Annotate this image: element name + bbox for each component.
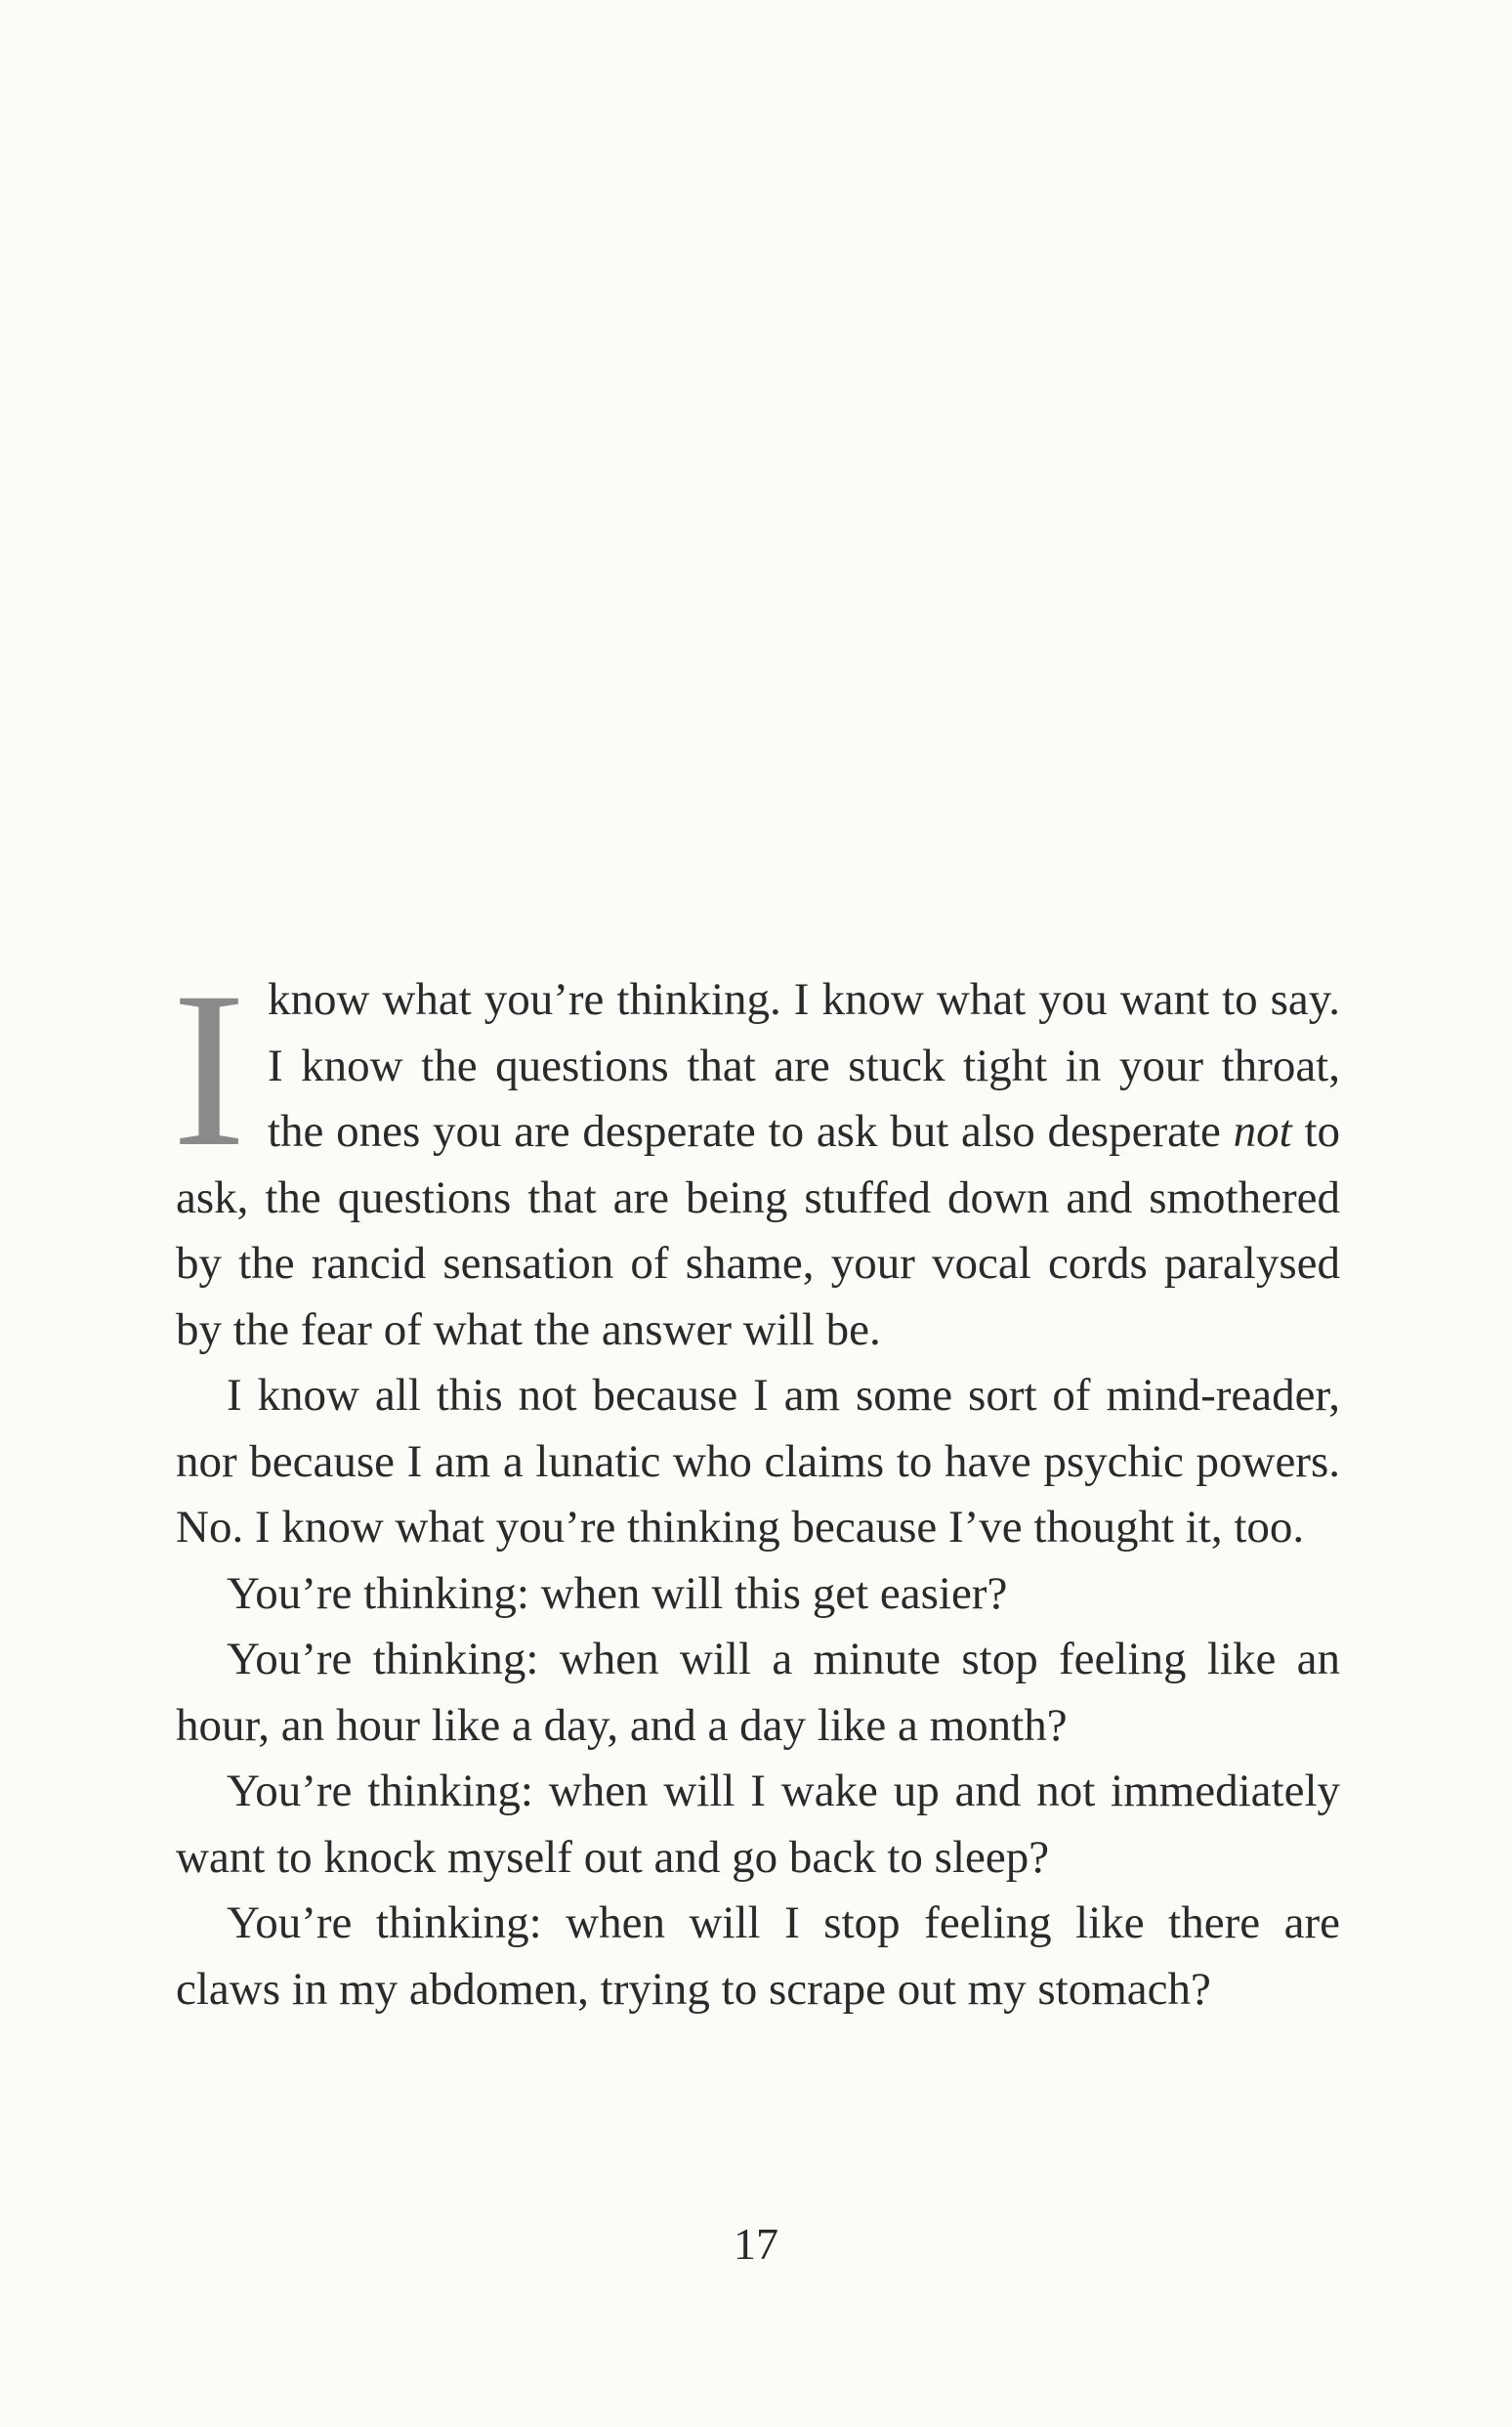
paragraph-2: I know all this not because I am some sort of mind-reader, nor because I am a lunatic who claims to have psychic powers. No. I know what you’re thinking because I’ve thought it, too. <box>176 1370 1340 1553</box>
paragraph-opening <box>172 947 1340 1363</box>
page-number: 17 <box>734 2219 778 2269</box>
paragraph-opening-text-b: to ask, the questions that are being stuffed down and smothered by the rancid sensation of shame, your vocal cords paralysed by the fear of what the answer will be. <box>176 1106 1340 1355</box>
paragraph-6: You’re thinking: when will I stop feeling like there are claws in my abdomen, trying to scrape out my stomach? <box>176 1897 1340 2015</box>
drop-cap: I <box>172 947 246 1193</box>
paragraph-opening-text-a: know what you’re thinking. I know what you want to say. I know the questions that are stuck tight in your throat, the ones you are desperate to ask but also desperate <box>267 974 1340 1157</box>
paragraph-3: You’re thinking: when will this get easier? <box>227 1567 1008 1619</box>
paragraph-5: You’re thinking: when will I wake up and not immediately want to knock myself out and go back to sleep? <box>176 1766 1340 1883</box>
paragraph-4: You’re thinking: when will a minute stop feeling like an hour, an hour like a day, and a day like a month? <box>176 1634 1340 1751</box>
body-text <box>172 947 1340 2022</box>
emphasis-not: not <box>1233 1106 1292 1157</box>
